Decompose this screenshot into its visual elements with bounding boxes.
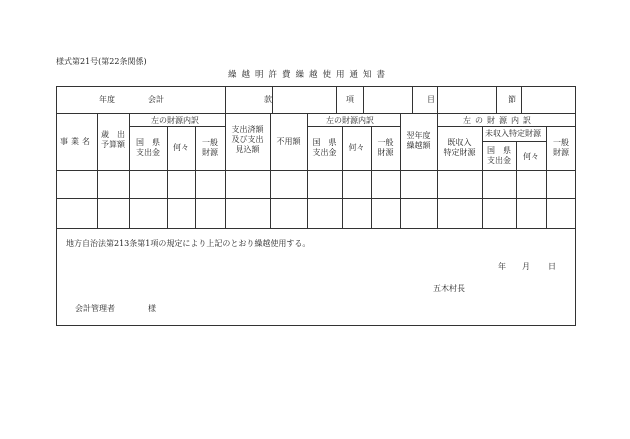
form-number: 様式第21号(第22条関係) xyxy=(56,57,147,66)
column-divider xyxy=(437,113,438,228)
source-breakdown-header-2: 左の財源内訳 xyxy=(326,116,374,125)
column-divider xyxy=(307,113,308,228)
kan-label: 款 xyxy=(264,95,272,104)
column-divider xyxy=(521,86,522,113)
general-header-3: 一般 財源 xyxy=(553,138,569,157)
general-header-1: 一般 財源 xyxy=(202,138,218,157)
column-divider xyxy=(496,86,497,113)
honorific-label: 様 xyxy=(148,304,156,313)
unreceived-header: 未収入特定財源 xyxy=(485,129,541,138)
account-label: 会計 xyxy=(148,95,164,104)
project-name-header: 事業名 xyxy=(60,137,93,146)
unused-header: 不用額 xyxy=(276,137,301,146)
budget-header: 歳 出 予算額 xyxy=(101,130,125,149)
fiscal-year-label: 年度 xyxy=(99,95,115,104)
spent-header: 支出済額 及び支出 見込額 xyxy=(231,125,264,154)
source-breakdown-header-3: 左の財源内訳 xyxy=(463,116,535,125)
date-day-label: 日 xyxy=(548,262,556,271)
etc-header-3: 何々 xyxy=(523,152,539,161)
received-header: 既収入 特定財源 xyxy=(443,138,476,157)
column-divider xyxy=(336,86,337,113)
column-divider xyxy=(412,86,413,113)
source-breakdown-header-1: 左の財源内訳 xyxy=(151,116,199,125)
next-year-header: 翌年度 繰越額 xyxy=(406,131,431,150)
setsu-label: 節 xyxy=(508,95,516,104)
page-title: 繰越明許費繰越使用通知書 xyxy=(228,70,391,80)
date-month-label: 月 xyxy=(522,262,530,271)
etc-header-2: 何々 xyxy=(348,143,365,152)
column-divider xyxy=(482,126,483,228)
mayor-label: 五木村長 xyxy=(433,284,465,293)
column-divider xyxy=(167,126,168,228)
moku-label: 目 xyxy=(427,95,435,104)
row-divider xyxy=(56,113,576,114)
column-divider xyxy=(342,126,343,228)
row-divider xyxy=(437,126,576,127)
accountant-label: 会計管理者 xyxy=(75,304,115,313)
column-divider xyxy=(225,86,226,113)
row-divider xyxy=(307,126,400,127)
column-divider xyxy=(272,86,273,113)
general-header-2: 一般 財源 xyxy=(377,138,394,157)
row-divider xyxy=(56,228,576,229)
etc-header-1: 何々 xyxy=(173,143,189,152)
row-divider xyxy=(56,198,576,199)
column-divider xyxy=(129,113,130,228)
national-pref-header-2: 国 県 支出金 xyxy=(312,138,337,157)
row-divider xyxy=(129,126,225,127)
column-divider xyxy=(363,86,364,113)
column-divider xyxy=(437,86,438,113)
kou-label: 項 xyxy=(346,95,354,104)
column-divider xyxy=(270,113,271,228)
national-pref-header-3: 国 県 支出金 xyxy=(487,146,511,165)
row-divider xyxy=(56,170,576,171)
national-pref-header-1: 国 県 支出金 xyxy=(136,138,160,157)
row-divider xyxy=(482,141,546,142)
date-year-label: 年 xyxy=(498,262,506,271)
statement-text: 地方自治法第213条第1項の規定により上記のとおり繰越使用する。 xyxy=(66,239,311,248)
